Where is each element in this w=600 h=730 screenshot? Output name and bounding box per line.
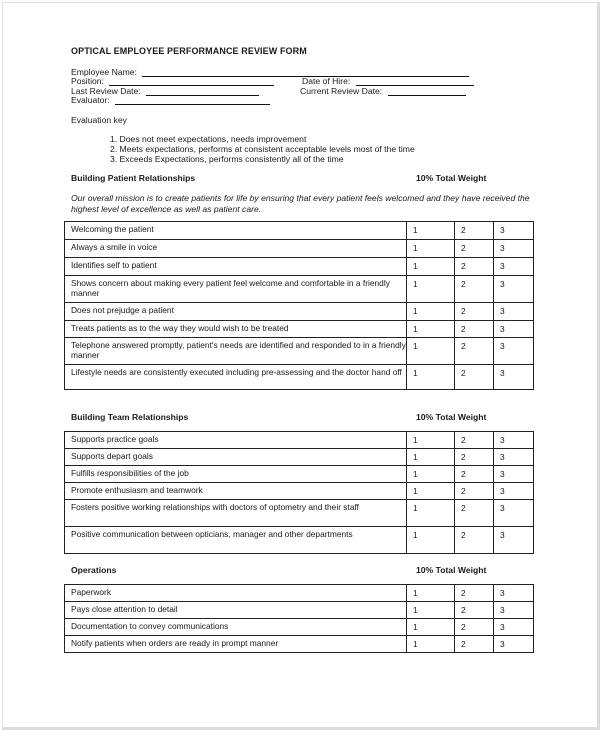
evaluation-key-heading: Evaluation key — [71, 115, 127, 125]
criterion: Documentation to convey communications — [65, 619, 407, 636]
score-2[interactable]: 2 — [455, 466, 494, 483]
table-row — [65, 602, 534, 619]
criterion: Fulfills responsibilities of the job — [65, 466, 407, 483]
position-label: Position: — [71, 76, 104, 86]
score-3[interactable]: 3 — [494, 527, 534, 554]
section-title-operations: Operations — [71, 565, 117, 575]
score-2[interactable]: 2 — [455, 527, 494, 554]
score-1[interactable]: 1 — [407, 222, 455, 240]
criterion: Supports practice goals — [65, 432, 407, 449]
table-row — [65, 585, 534, 602]
score-3[interactable]: 3 — [494, 303, 534, 321]
score-3[interactable]: 3 — [494, 432, 534, 449]
evaluation-key-item: 1. Does not meet expectations, needs improvement — [110, 134, 307, 144]
table-row — [65, 240, 534, 258]
score-2[interactable]: 2 — [455, 365, 494, 390]
score-2[interactable]: 2 — [455, 222, 494, 240]
score-3[interactable]: 3 — [494, 365, 534, 390]
form-title: OPTICAL EMPLOYEE PERFORMANCE REVIEW FORM — [71, 46, 307, 56]
score-2[interactable]: 2 — [455, 619, 494, 636]
score-1[interactable]: 1 — [407, 466, 455, 483]
score-3[interactable]: 3 — [494, 483, 534, 500]
score-1[interactable]: 1 — [407, 321, 455, 338]
score-1[interactable]: 1 — [407, 602, 455, 619]
evaluator-row — [71, 95, 270, 105]
criterion: Identifies self to patient — [65, 258, 407, 276]
score-1[interactable]: 1 — [407, 276, 455, 303]
section-weight: 10% Total Weight — [416, 412, 487, 422]
criterion: Always a smile in voice — [65, 240, 407, 258]
evaluation-key-item: 3. Exceeds Expectations, performs consistently all of the time — [110, 154, 344, 164]
criterion: Telephone answered promptly, patient's needs are identified and responded to in a friendly manner — [65, 338, 407, 365]
score-3[interactable]: 3 — [494, 500, 534, 527]
table-row — [65, 636, 534, 653]
current-review-date-field[interactable] — [388, 87, 466, 96]
criterion: Paperwork — [65, 585, 407, 602]
patient-relationships-table — [64, 221, 534, 390]
criterion: Positive communication between opticians, manager and other departments — [65, 527, 407, 554]
criterion: Fosters positive working relationships with doctors of optometry and their staff — [65, 500, 407, 527]
table-row — [65, 527, 534, 554]
score-3[interactable]: 3 — [494, 619, 534, 636]
score-1[interactable]: 1 — [407, 258, 455, 276]
date-of-hire-field[interactable] — [356, 77, 474, 86]
criterion: Promote enthusiasm and teamwork — [65, 483, 407, 500]
score-1[interactable]: 1 — [407, 483, 455, 500]
score-3[interactable]: 3 — [494, 585, 534, 602]
score-3[interactable]: 3 — [494, 258, 534, 276]
table-row — [65, 483, 534, 500]
score-3[interactable]: 3 — [494, 602, 534, 619]
score-1[interactable]: 1 — [407, 527, 455, 554]
score-3[interactable]: 3 — [494, 276, 534, 303]
score-2[interactable]: 2 — [455, 585, 494, 602]
table-row — [65, 619, 534, 636]
table-row — [65, 466, 534, 483]
score-1[interactable]: 1 — [407, 432, 455, 449]
score-1[interactable]: 1 — [407, 619, 455, 636]
score-1[interactable]: 1 — [407, 449, 455, 466]
section-title-team-relationships: Building Team Relationships — [71, 412, 189, 422]
score-2[interactable]: 2 — [455, 258, 494, 276]
current-review-date-row — [300, 86, 466, 96]
table-row — [65, 222, 534, 240]
table-row — [65, 338, 534, 365]
score-1[interactable]: 1 — [407, 585, 455, 602]
criterion: Supports depart goals — [65, 449, 407, 466]
score-1[interactable]: 1 — [407, 636, 455, 653]
employee-name-label: Employee Name: — [71, 67, 137, 77]
criterion: Lifestyle needs are consistently executed including pre-assessing and the doctor hand off — [65, 365, 407, 390]
table-row — [65, 321, 534, 338]
position-field[interactable] — [109, 77, 274, 86]
score-2[interactable]: 2 — [455, 321, 494, 338]
score-3[interactable]: 3 — [494, 240, 534, 258]
date-of-hire-label: Date of Hire: — [302, 76, 351, 86]
position-row — [71, 76, 274, 86]
evaluation-key-item: 2. Meets expectations, performs at consistent acceptable levels most of the time — [110, 144, 415, 154]
score-2[interactable]: 2 — [455, 338, 494, 365]
score-1[interactable]: 1 — [407, 365, 455, 390]
score-3[interactable]: 3 — [494, 449, 534, 466]
criterion: Pays close attention to detail — [65, 602, 407, 619]
criterion: Shows concern about making every patient feel welcome and comfortable in a friendly manner — [65, 276, 407, 303]
table-row — [65, 303, 534, 321]
table-row — [65, 258, 534, 276]
score-3[interactable]: 3 — [494, 321, 534, 338]
table-row — [65, 365, 534, 390]
team-relationships-table — [64, 431, 534, 554]
score-3[interactable]: 3 — [494, 466, 534, 483]
score-1[interactable]: 1 — [407, 500, 455, 527]
section-weight: 10% Total Weight — [416, 173, 487, 183]
score-2[interactable]: 2 — [455, 432, 494, 449]
criterion: Welcoming the patient — [65, 222, 407, 240]
section-title-patient-relationships: Building Patient Relationships — [71, 173, 196, 183]
score-2[interactable]: 2 — [455, 240, 494, 258]
score-2[interactable]: 2 — [455, 500, 494, 527]
evaluator-label: Evaluator: — [71, 95, 110, 105]
evaluator-field[interactable] — [115, 96, 270, 105]
last-review-date-label: Last Review Date: — [71, 86, 141, 96]
score-2[interactable]: 2 — [455, 449, 494, 466]
section-weight: 10% Total Weight — [416, 565, 487, 575]
score-2[interactable]: 2 — [455, 303, 494, 321]
score-3[interactable]: 3 — [494, 222, 534, 240]
date-of-hire-row — [302, 76, 474, 86]
operations-table — [64, 584, 534, 653]
score-2[interactable]: 2 — [455, 602, 494, 619]
score-3[interactable]: 3 — [494, 636, 534, 653]
criterion: Notify patients when orders are ready in prompt manner — [65, 636, 407, 653]
score-1[interactable]: 1 — [407, 303, 455, 321]
score-2[interactable]: 2 — [455, 276, 494, 303]
criterion: Does not prejudge a patient — [65, 303, 407, 321]
mission-statement: Our overall mission is to create patients for life by ensuring that every patient feels welcomed and they have received the highest level of excellence as well as patient care. — [71, 193, 530, 214]
table-row — [65, 500, 534, 527]
table-row — [65, 276, 534, 303]
table-row — [65, 449, 534, 466]
table-row — [65, 432, 534, 449]
score-2[interactable]: 2 — [455, 483, 494, 500]
score-1[interactable]: 1 — [407, 338, 455, 365]
score-1[interactable]: 1 — [407, 240, 455, 258]
score-3[interactable]: 3 — [494, 338, 534, 365]
current-review-date-label: Current Review Date: — [300, 86, 383, 96]
criterion: Treats patients as to the way they would wish to be treated — [65, 321, 407, 338]
score-2[interactable]: 2 — [455, 636, 494, 653]
